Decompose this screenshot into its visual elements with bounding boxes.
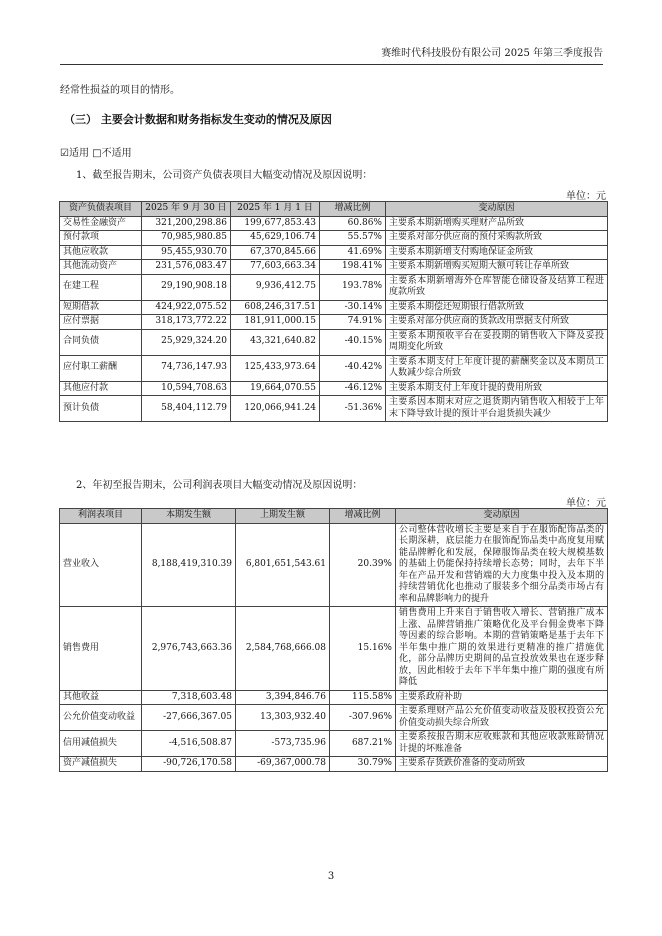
intro-text: 经常性损益的项目的情形。 [60, 85, 180, 96]
cell-item: 公允价值变动收益 [60, 705, 142, 731]
cell-reason: 主要系对部分供应商的货款改用票据支付所致 [386, 315, 608, 330]
cell-item: 应付票据 [60, 315, 142, 330]
col-current: 本期发生额 [142, 509, 236, 524]
applicable-indicator: ☑适用 □不适用 [60, 148, 132, 159]
table-row [60, 300, 608, 315]
cell-prior: 13,303,932.40 [236, 705, 330, 731]
cell-item: 在建工程 [60, 274, 142, 300]
cell-reason: 主要系本期新增购买短期大额可转让存单所致 [386, 260, 608, 275]
cell-reason: 主要系理财产品公允价值变动收益及股权投资公允价值变动损失综合所致 [396, 705, 608, 731]
table-row [60, 381, 608, 396]
col-reason: 变动原因 [386, 202, 608, 217]
cell-prior: 3,394,846.76 [236, 690, 330, 705]
cell-change: -40.15% [320, 329, 386, 355]
cell-prior: 43,321,640.82 [231, 329, 320, 355]
cell-item: 营业收入 [60, 523, 142, 607]
cell-change: -40.42% [320, 355, 386, 381]
cell-current: -4,516,508.87 [142, 731, 236, 757]
cell-current: -27,666,367.05 [142, 705, 236, 731]
cell-prior: 67,370,845.66 [231, 245, 320, 260]
col-reason: 变动原因 [396, 509, 608, 524]
cell-item: 合同负债 [60, 329, 142, 355]
cell-change: -51.36% [320, 396, 386, 422]
cell-reason: 主要系按报告期末应收账款和其他应收款账龄情况计提的坏账准备 [396, 731, 608, 757]
cell-prior: 199,677,853.43 [231, 216, 320, 231]
page-header [60, 44, 603, 65]
cell-reason: 主要系对部分供应商的预付采购款所致 [386, 231, 608, 246]
cell-prior: 77,603,663.34 [231, 260, 320, 275]
cell-current: 29,190,908.18 [142, 274, 231, 300]
cell-current: 7,318,603.48 [142, 690, 236, 705]
cell-change: 198.41% [320, 260, 386, 275]
table-header-row [60, 202, 608, 217]
table-row [60, 607, 608, 691]
table-row [60, 274, 608, 300]
cell-prior: 19,664,070.55 [231, 381, 320, 396]
cell-current: 231,576,083.47 [142, 260, 231, 275]
table-row [60, 731, 608, 757]
cell-item: 其他应收款 [60, 245, 142, 260]
cell-reason: 主要系本期支付上年度计提的薪酬奖金以及本期员工人数减少综合所致 [386, 355, 608, 381]
col-prior: 2025 年 1 月 1 日 [231, 202, 320, 217]
cell-change: 15.16% [330, 607, 396, 691]
cell-reason: 主要系本期预收平台在妥投期的销售收入下降及妥投周期变化所致 [386, 329, 608, 355]
cell-item: 其他收益 [60, 690, 142, 705]
cell-current: 74,736,147.93 [142, 355, 231, 381]
cell-current: 58,404,112.79 [142, 396, 231, 422]
table-row [60, 260, 608, 275]
table-row [60, 690, 608, 705]
col-item: 利润表项目 [60, 509, 142, 524]
balance-unit: 单位：元 [566, 191, 606, 202]
cell-reason: 主要系政府补助 [396, 690, 608, 705]
cell-reason: 主要系本期支付上年度计提的费用所致 [386, 381, 608, 396]
cell-item: 短期借款 [60, 300, 142, 315]
cell-current: 321,200,298.86 [142, 216, 231, 231]
cell-reason: 主要系存货跌价准备的变动所致 [396, 757, 608, 772]
col-prior: 上期发生额 [236, 509, 330, 524]
cell-current: 10,594,708.63 [142, 381, 231, 396]
cell-prior: 2,584,768,666.08 [236, 607, 330, 691]
cell-item: 其他应付款 [60, 381, 142, 396]
cell-current: 424,922,075.52 [142, 300, 231, 315]
cell-reason: 主要系因本期末对应之退货期内销售收入相较于上年末下降导致计提的预计平台退货损失减少 [386, 396, 608, 422]
cell-item: 交易性金融资产 [60, 216, 142, 231]
table-row [60, 757, 608, 772]
table-row [60, 355, 608, 381]
cell-change: 74.91% [320, 315, 386, 330]
cell-item: 预付款项 [60, 231, 142, 246]
col-change: 增减比例 [330, 509, 396, 524]
cell-item: 资产减值损失 [60, 757, 142, 772]
cell-current: 95,455,930.70 [142, 245, 231, 260]
cell-change: 30.79% [330, 757, 396, 772]
cell-reason: 主要系本期新增购买理财产品所致 [386, 216, 608, 231]
table-row [60, 523, 608, 607]
col-item: 资产负债表项目 [60, 202, 142, 217]
cell-change: 60.86% [320, 216, 386, 231]
table-row [60, 216, 608, 231]
cell-item: 销售费用 [60, 607, 142, 691]
cell-reason: 主要系本期新增支付购地保证金所致 [386, 245, 608, 260]
cell-prior: 6,801,651,543.61 [236, 523, 330, 607]
table-row [60, 329, 608, 355]
cell-reason: 销售费用上升来自于销售收入增长、营销推广成本上涨、品牌营销推广策略优化及平台佣金费率下降等因素的综合影响。本期的营销策略是基于去年下半年集中推广期的效果进行更精准的推广措施优化，部分品牌历史期间的品宣投放效果也在逐步释放，因此相较于去年下半年集中推广期的强度有所降低 [396, 607, 608, 691]
cell-change: 687.21% [330, 731, 396, 757]
cell-item: 预计负债 [60, 396, 142, 422]
cell-item: 信用减值损失 [60, 731, 142, 757]
col-current: 2025 年 9 月 30 日 [142, 202, 231, 217]
table-row [60, 705, 608, 731]
balance-sheet-table [59, 201, 608, 422]
cell-current: -90,726,170.58 [142, 757, 236, 772]
cell-current: 2,976,743,663.36 [142, 607, 236, 691]
cell-change: -307.96% [330, 705, 396, 731]
table-header-row [60, 509, 608, 524]
cell-current: 70,985,980.85 [142, 231, 231, 246]
cell-change: 20.39% [330, 523, 396, 607]
cell-prior: 120,066,941.24 [231, 396, 320, 422]
page-number: 3 [327, 871, 335, 882]
cell-prior: -69,367,000.78 [236, 757, 330, 772]
cell-change: -46.12% [320, 381, 386, 396]
cell-prior: 125,433,973.64 [231, 355, 320, 381]
cell-prior: -573,735.96 [236, 731, 330, 757]
col-change: 增减比例 [320, 202, 386, 217]
cell-change: 193.78% [320, 274, 386, 300]
table-row [60, 315, 608, 330]
cell-prior: 608,246,317.51 [231, 300, 320, 315]
table-row [60, 231, 608, 246]
cell-reason: 主要系本期偿还短期银行借款所致 [386, 300, 608, 315]
income-statement-table [59, 508, 608, 772]
cell-current: 318,173,772.22 [142, 315, 231, 330]
cell-current: 25,929,324.20 [142, 329, 231, 355]
cell-reason: 公司整体营收增长主要是来自于在服饰配饰品类的长期深耕，底层能力在服饰配饰品类中高度复用赋能品牌孵化和发展，保障服饰品类在较大规模基数的基础上仍能保持持续增长态势；同时，去年下半年在产品开发和营销端的大力度集中投入及本期的持续营销优化也推动了服装多个细分品类市场占有率和品牌影响力的提升 [396, 523, 608, 607]
cell-change: -30.14% [320, 300, 386, 315]
cell-prior: 45,629,106.74 [231, 231, 320, 246]
cell-item: 应付职工薪酬 [60, 355, 142, 381]
cell-reason: 主要系本期新增海外仓库智能仓储设备及结算工程进度款所致 [386, 274, 608, 300]
cell-prior: 9,936,412.75 [231, 274, 320, 300]
income-unit: 单位：元 [566, 498, 606, 509]
cell-prior: 181,911,000.15 [231, 315, 320, 330]
cell-change: 41.69% [320, 245, 386, 260]
cell-item: 其他流动资产 [60, 260, 142, 275]
report-title: 赛维时代科技股份有限公司 2025 年第三季度报告 [381, 48, 603, 59]
balance-intro: 1、截至报告期末，公司资产负债表项目大幅变动情况及原因说明： [76, 170, 373, 181]
section-title: （三） 主要会计数据和财务指标发生变动的情况及原因 [64, 113, 332, 126]
cell-change: 55.57% [320, 231, 386, 246]
table-row [60, 396, 608, 422]
income-intro: 2、年初至报告期末，公司利润表项目大幅变动情况及原因说明： [76, 480, 363, 491]
cell-change: 115.58% [330, 690, 396, 705]
table-row [60, 245, 608, 260]
cell-current: 8,188,419,310.39 [142, 523, 236, 607]
